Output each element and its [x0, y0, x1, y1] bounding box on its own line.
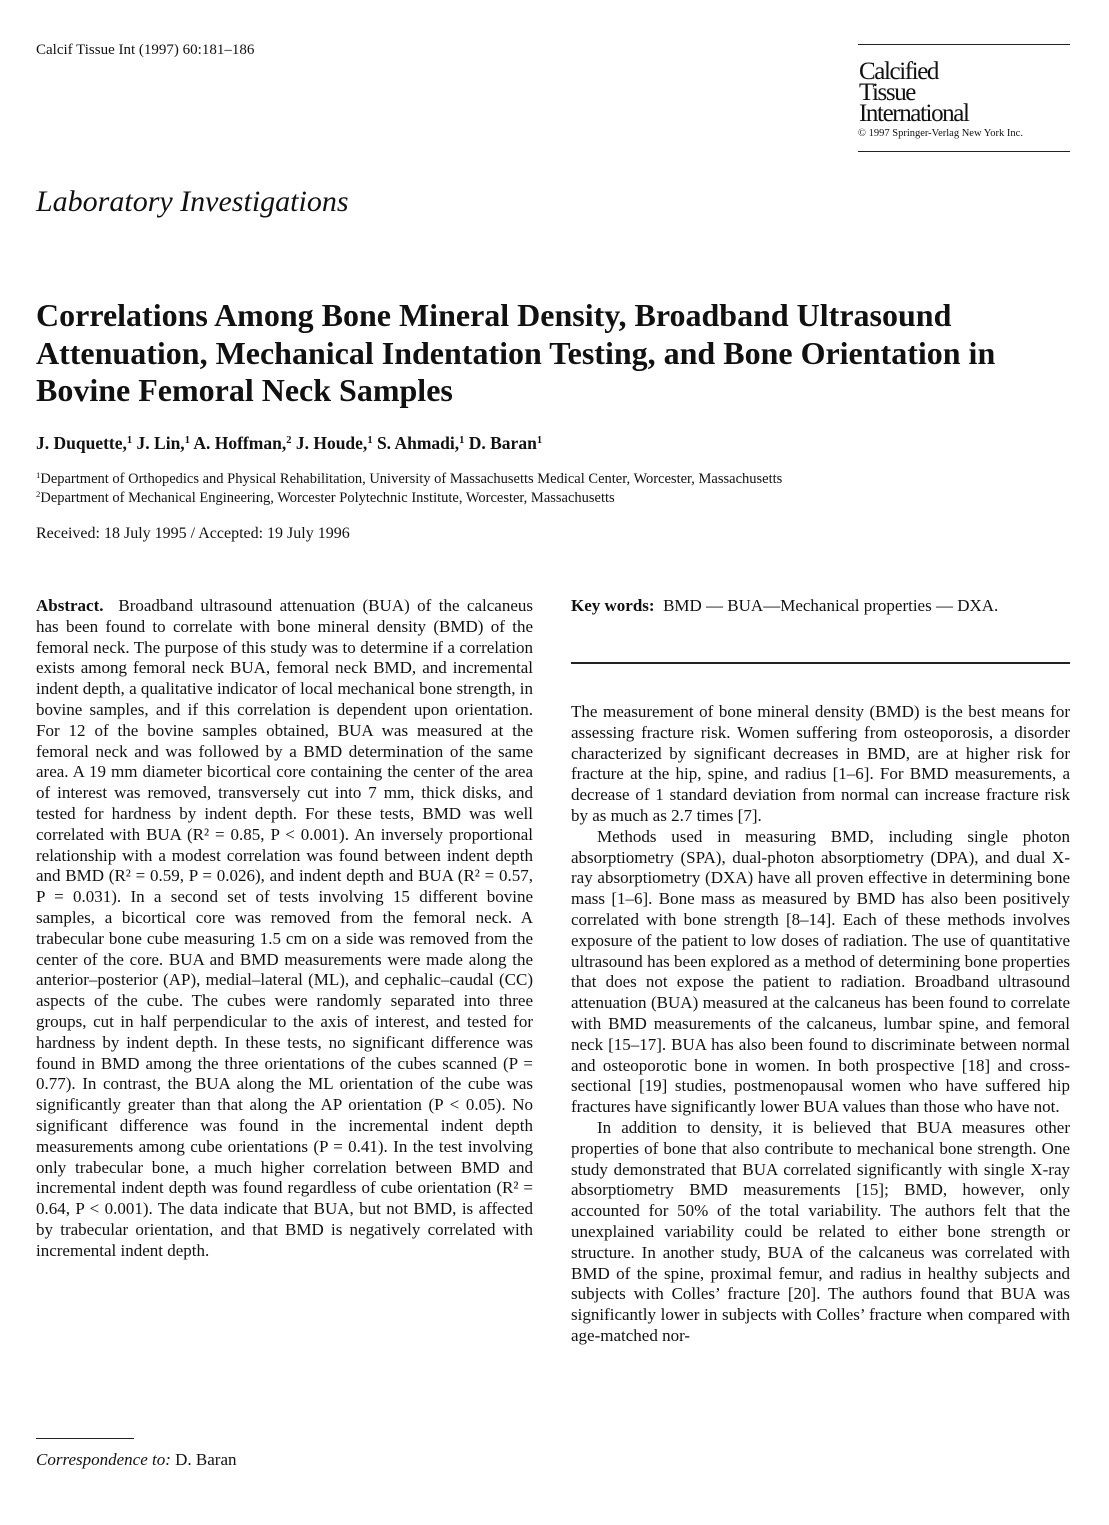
journal-reference: Calcif Tissue Int (1997) 60:181–186 — [36, 42, 255, 58]
section-heading: Laboratory Investigations — [36, 185, 349, 218]
affiliation: $^2$Department of Mechanical Engineering, Worcester Polytechnic Institute, Worcester, Massachusetts — [36, 489, 615, 506]
abstract — [36, 596, 533, 1262]
affiliations — [36, 470, 782, 508]
keywords-text: BMD — BUA—Mechanical properties — DXA. — [663, 596, 999, 615]
footnote-rule — [36, 1438, 134, 1439]
logo-line-1: Calcified — [859, 58, 939, 85]
correspondence-name: D. Baran — [175, 1450, 237, 1469]
abstract-text: Broadband ultrasound attenuation (BUA) of the calcaneus has been found to correlate with bone mineral density (BMD) of the femoral neck. The purpose of this study was to determine if a correlation exists among femoral neck BUA, femoral neck BMD, and incremental indent depth, a qualitative indicator of local mechanical bone strength, in bovine samples, and if this correlation is dependent upon orientation. For 12 of the bovine samples obtained, BUA was measured at the femoral neck and was followed by a BMD determination of the same area. A 19 mm diameter bicortical core containing the center of the area of interest was removed, transversely cut into 7 mm, thick disks, and tested for hardness by indent depth. For these tests, BMD was well correlated with BUA (R² = 0.85, P < 0.001). An inversely proportional relationship with a modest correlation was found between indent depth and BMD (R² = 0.59, P = 0.026), and indent depth and BUA (R² = 0.57, P = 0.031). In a second set of tests involving 15 different bovine samples, a bicortical core was removed from the femoral neck. A trabecular bone cube measuring 1.5 cm on a side was removed from the center of the core. BUA and BMD measurements were made along the anterior–posterior (AP), medial–lateral (ML), and cephalic–caudal (CC) aspects of the cube. The cubes were randomly separated into three groups, cut in half perpendicular to the axis of interest, and tested for hardness by indent depth. In these tests, no significant difference was found in BMD among the three orientations of the cubes scanned (P = 0.77). In contrast, the BUA along the ML orientation of the cube was significantly greater than that along the AP orientation (P < 0.05). No significant difference was found in the incremental indent depth measurements among cube orientations (P = 0.41). In the test involving only trabecular bone, a much higher correlation between BMD and incremental indent depth was found regardless of cube orientation (R² = 0.64, P < 0.001). The data indicate that BUA, but not BMD, is affected by trabecular orientation, and that BMD is negatively correlated with incremental indent depth. — [36, 596, 533, 1260]
journal-logo — [858, 44, 1070, 152]
affiliation: $^1$Department of Orthopedics and Physical Rehabilitation, University of Massachusetts Medical Center, Worcester, Massachusetts — [36, 470, 783, 487]
body-paragraph: Methods used in measuring BMD, including single photon absorptiometry (SPA), dual-photon absorptiometry (DPA), and dual X-ray absorptiometry (DXA) have all proven effective in determining bone mass [1–6]. Bone mass as measured by BMD has also been positively correlated with bone strength [8–14]. Each of these methods involves exposure of the patient to low doses of radiation. The use of quantitative ultrasound has been explored as a method of determining bone properties that does not expose the patient to radiation. Broadband ultrasound attenuation (BUA) measured at the calcaneus has been found to correlate with BMD measurements of the calcaneus, lumbar spine, and femoral neck [15–17]. BUA has also been found to discriminate between normal and osteoporotic bone in women. In both prospective [18] and cross-sectional [19] studies, postmenopausal women who have suffered hip fractures have significantly lower BUA values than those who have not. — [571, 826, 1070, 1117]
author: D. Baran$^1$ — [468, 433, 543, 453]
correspondence-label: Correspondence to: — [36, 1450, 171, 1469]
keywords-label: Key words: — [571, 596, 655, 615]
author: J. Lin,$^1$ — [136, 433, 190, 453]
logo-line-3: International — [859, 100, 969, 127]
abstract-label: Abstract. — [36, 596, 104, 615]
author: A. Hoffman,$^2$ — [193, 433, 292, 453]
logo-line-2: Tissue — [859, 79, 915, 106]
received-dates: Received: 18 July 1995 / Accepted: 19 July 1996 — [36, 525, 350, 542]
body-paragraph: The measurement of bone mineral density (BMD) is the best means for assessing fracture risk. Women suffering from osteoporosis, a disorder characterized by significant decreases in BMD, are at higher risk for fracture at the hip, spine, and radius [1–6]. For BMD measurements, a decrease of 1 standard deviation from normal can increase fracture risk by as much as 2.7 times [7]. — [571, 702, 1070, 825]
body-paragraph: In addition to density, it is believed that BUA measures other properties of bone that also contribute to mechanical bone strength. One study demonstrated that BUA correlated significantly with single X-ray absorptiometry BMD measurements [15]; BMD, however, only accounted for 50% of the total variability. The authors felt that the unexplained variability could be related to either bone strength or structure. In another study, BUA of the calcaneus was correlated with BMD of the spine, proximal femur, and radius in healthy subjects and subjects with Colles’ fracture [20]. The authors found that BUA was significantly lower in subjects with Colles’ fracture when compared with age-matched nor- — [571, 1117, 1070, 1345]
introduction-body — [571, 702, 1070, 1347]
copyright-notice: © 1997 Springer-Verlag New York Inc. — [858, 128, 1023, 139]
author: J. Duquette,$^1$ — [36, 433, 133, 453]
keywords — [571, 596, 1070, 617]
author: J. Houde,$^1$ — [295, 433, 373, 453]
author: S. Ahmadi,$^1$ — [376, 433, 465, 453]
keywords-rule — [571, 662, 1070, 664]
paper-title: Correlations Among Bone Mineral Density, Broadband Ultrasound Attenuation, Mechanical Indentation Testing, and Bone Orientation in Bovine Femoral Neck Samples — [36, 297, 996, 408]
correspondence — [36, 1450, 237, 1470]
author-list — [36, 433, 542, 454]
